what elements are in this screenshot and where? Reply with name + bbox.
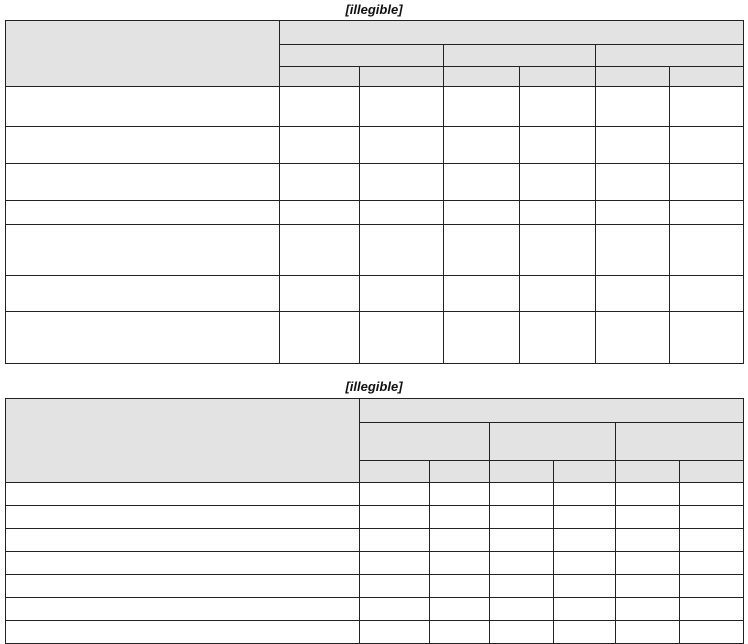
- table2-value-cell: [430, 575, 490, 598]
- table1-value-cell: [670, 276, 744, 312]
- table2-value-cell: [430, 483, 490, 506]
- table2-value-cell: [430, 506, 490, 529]
- table1-value-cell: [596, 276, 670, 312]
- table2-value-cell: [554, 598, 616, 621]
- table2-value-cell: [554, 552, 616, 575]
- table2-value-cell: [430, 598, 490, 621]
- table1-value-cell: [520, 225, 596, 276]
- table2-value-cell: [360, 529, 430, 552]
- table1-value-cell: [520, 87, 596, 127]
- table1-row-label-cell: [6, 312, 280, 364]
- table1-value-cell: [360, 276, 444, 312]
- table1-column-header-cell: [280, 67, 360, 87]
- table1-column-header-cell: [670, 67, 744, 87]
- table2-value-cell: [490, 552, 554, 575]
- table2-value-cell: [554, 621, 616, 644]
- table1-caption: [illegible]: [345, 2, 403, 17]
- table2-value-cell: [430, 621, 490, 644]
- table1-value-cell: [670, 201, 744, 225]
- table2-value-cell: [360, 552, 430, 575]
- table2-column-header-cell: [430, 461, 490, 483]
- table2-row-label-cell: [6, 552, 360, 575]
- table1-value-cell: [444, 201, 520, 225]
- table1-value-cell: [444, 87, 520, 127]
- table1-column-header-cell: [444, 67, 520, 87]
- table1-value-cell: [520, 312, 596, 364]
- table2-value-cell: [616, 575, 680, 598]
- table1-column-header-cell: [596, 67, 670, 87]
- table1-value-cell: [280, 164, 360, 201]
- table1-row-label-cell: [6, 87, 280, 127]
- table2-row-label-cell: [6, 598, 360, 621]
- table2-value-cell: [554, 575, 616, 598]
- table1-value-cell: [360, 164, 444, 201]
- table1-value-cell: [360, 127, 444, 164]
- table1: [5, 20, 744, 364]
- table1-value-cell: [360, 87, 444, 127]
- table1-value-cell: [596, 225, 670, 276]
- table2-value-cell: [360, 621, 430, 644]
- table2-value-cell: [360, 575, 430, 598]
- table1-value-cell: [670, 127, 744, 164]
- table2-subgroup-header-cell: [490, 423, 616, 461]
- table2-value-cell: [616, 483, 680, 506]
- table1-column-header-cell: [520, 67, 596, 87]
- table2-value-cell: [680, 552, 744, 575]
- table1-value-cell: [280, 225, 360, 276]
- table2-value-cell: [490, 483, 554, 506]
- table2: [5, 398, 744, 644]
- table1-value-cell: [360, 225, 444, 276]
- table1-subgroup-header-cell: [596, 45, 744, 67]
- table2-value-cell: [360, 483, 430, 506]
- table1-value-cell: [520, 127, 596, 164]
- table2-value-cell: [554, 529, 616, 552]
- table1-group-header-cell: [280, 21, 744, 45]
- table2-value-cell: [680, 621, 744, 644]
- table1-value-cell: [596, 87, 670, 127]
- table1-row-label-cell: [6, 225, 280, 276]
- table2-value-cell: [616, 506, 680, 529]
- table2-value-cell: [490, 506, 554, 529]
- table2-caption: [illegible]: [345, 379, 403, 394]
- table2-value-cell: [490, 529, 554, 552]
- table1-subgroup-header-cell: [280, 45, 444, 67]
- table2-value-cell: [680, 598, 744, 621]
- table2-value-cell: [616, 529, 680, 552]
- table1-value-cell: [444, 225, 520, 276]
- table2-row-header-cell: [6, 399, 360, 483]
- table1-value-cell: [280, 127, 360, 164]
- table1-value-cell: [520, 276, 596, 312]
- table2-value-cell: [430, 529, 490, 552]
- table2-value-cell: [680, 506, 744, 529]
- table2-column-header-cell: [554, 461, 616, 483]
- table1-row-label-cell: [6, 201, 280, 225]
- table2-column-header-cell: [490, 461, 554, 483]
- table1-value-cell: [444, 164, 520, 201]
- table2-value-cell: [616, 621, 680, 644]
- table2-value-cell: [616, 598, 680, 621]
- table1-value-cell: [444, 276, 520, 312]
- table2-row-label-cell: [6, 483, 360, 506]
- table2-subgroup-header-cell: [616, 423, 744, 461]
- table2-value-cell: [360, 598, 430, 621]
- table2-column-header-cell: [360, 461, 430, 483]
- table2-row-label-cell: [6, 529, 360, 552]
- table1-value-cell: [596, 201, 670, 225]
- table1-value-cell: [360, 312, 444, 364]
- table2-column-header-cell: [616, 461, 680, 483]
- table2-subgroup-header-cell: [360, 423, 490, 461]
- table1-row-label-cell: [6, 127, 280, 164]
- table1-value-cell: [670, 87, 744, 127]
- table2-value-cell: [490, 621, 554, 644]
- table2-value-cell: [490, 598, 554, 621]
- table2-value-cell: [616, 552, 680, 575]
- table1-subgroup-header-cell: [444, 45, 596, 67]
- table1-column-header-cell: [360, 67, 444, 87]
- table1-value-cell: [670, 312, 744, 364]
- table2-value-cell: [680, 483, 744, 506]
- table1-value-cell: [596, 312, 670, 364]
- table2-value-cell: [554, 483, 616, 506]
- table2-value-cell: [430, 552, 490, 575]
- table1-value-cell: [280, 87, 360, 127]
- table2-value-cell: [554, 506, 616, 529]
- table2-column-header-cell: [680, 461, 744, 483]
- table2-row-label-cell: [6, 506, 360, 529]
- table2-value-cell: [490, 575, 554, 598]
- table2-value-cell: [360, 506, 430, 529]
- table2-value-cell: [680, 529, 744, 552]
- table2-group-header-cell: [360, 399, 744, 423]
- table1-value-cell: [596, 164, 670, 201]
- table1-value-cell: [520, 201, 596, 225]
- table1-value-cell: [520, 164, 596, 201]
- table2-row-label-cell: [6, 621, 360, 644]
- table1-value-cell: [444, 127, 520, 164]
- table1-value-cell: [280, 276, 360, 312]
- table1-row-label-cell: [6, 276, 280, 312]
- table2-value-cell: [680, 575, 744, 598]
- table1-row-label-cell: [6, 164, 280, 201]
- table1-value-cell: [444, 312, 520, 364]
- table1-value-cell: [280, 201, 360, 225]
- table1-value-cell: [670, 164, 744, 201]
- table1-value-cell: [280, 312, 360, 364]
- table1-value-cell: [596, 127, 670, 164]
- table2-row-label-cell: [6, 575, 360, 598]
- table1-value-cell: [360, 201, 444, 225]
- table1-row-header-cell: [6, 21, 280, 87]
- table1-value-cell: [670, 225, 744, 276]
